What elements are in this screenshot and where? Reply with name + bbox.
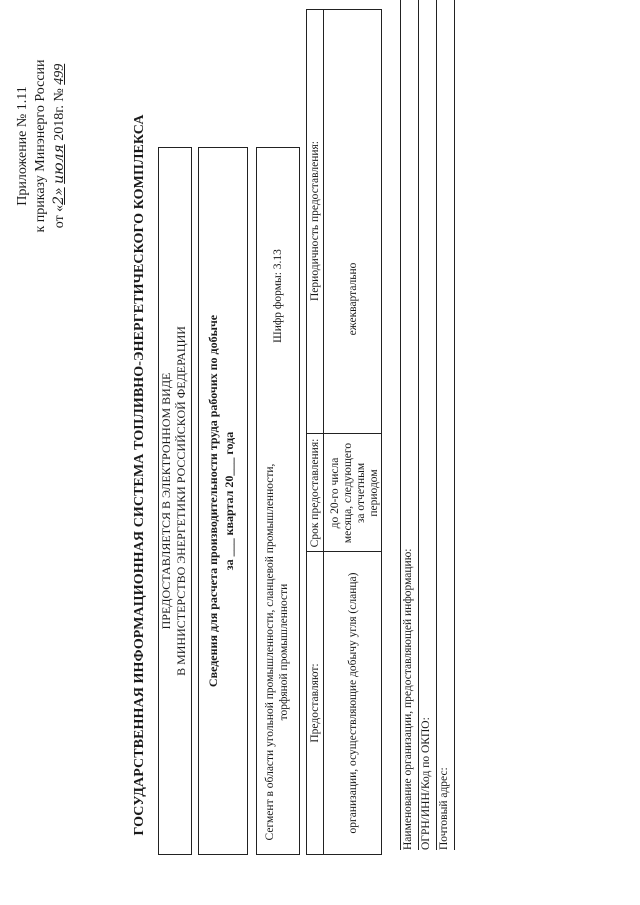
appendix-line-1: Приложение № 1.11 bbox=[15, 86, 30, 206]
postal-address-label: Почтовый адрес: bbox=[438, 767, 450, 850]
cell-periodicity: ежеквартально bbox=[347, 262, 359, 336]
segment-text: Сегмент в области угольной промышленности, сланцевой промышленности, торфяной промышленности bbox=[264, 463, 290, 841]
separator-line bbox=[436, 0, 437, 850]
handwritten-order-number: 499 bbox=[52, 63, 67, 85]
separator-line bbox=[400, 0, 401, 850]
handwritten-day: 2» bbox=[51, 187, 67, 205]
separator-line bbox=[418, 0, 419, 850]
form-code: Шифр формы: 3.13 bbox=[272, 249, 284, 343]
org-id-label: ОГРН/ИНН/Код по ОКПО: bbox=[420, 717, 432, 850]
handwritten-month: июля bbox=[51, 144, 67, 184]
report-title-box bbox=[198, 147, 248, 855]
report-period: за ___ квартал 20___ года bbox=[222, 431, 236, 571]
date-suffix: г. № bbox=[52, 88, 67, 113]
date-year: 2018 bbox=[52, 112, 67, 141]
submission-table bbox=[306, 9, 382, 855]
date-prefix: от « bbox=[52, 204, 67, 229]
separator-line bbox=[454, 0, 455, 850]
cell-providers: организации, осуществляющие добычу угля (сланца) bbox=[347, 572, 359, 834]
main-title: ГОСУДАРСТВЕННАЯ ИНФОРМАЦИОННАЯ СИСТЕМА ТОПЛИВНО-ЭНЕРГЕТИЧЕСКОГО КОМПЛЕКСА bbox=[132, 114, 147, 836]
table-header-divider bbox=[323, 10, 324, 854]
submission-box bbox=[158, 147, 192, 855]
report-title: Сведения для расчета производительности труда рабочих по добыче bbox=[206, 314, 220, 688]
header-periodicity: Периодичность предоставления: bbox=[309, 141, 321, 301]
org-name-label: Наименование организации, предоставляющей информацию: bbox=[402, 548, 414, 850]
submission-line-2: В МИНИСТЕРСТВО ЭНЕРГЕТИКИ РОССИЙСКОЙ ФЕДЕРАЦИИ bbox=[174, 326, 188, 676]
header-providers: Предоставляют: bbox=[309, 663, 321, 743]
header-deadline: Срок предоставления: bbox=[309, 438, 321, 548]
cell-deadline: до 20-го числа месяца, следующего за отчетным периодом bbox=[329, 442, 380, 544]
appendix-line-3 bbox=[50, 15, 69, 277]
appendix-line-2: к приказу Минэнерго России bbox=[33, 59, 48, 233]
segment-box bbox=[256, 147, 300, 855]
appendix-block bbox=[14, 15, 69, 277]
submission-line-1: ПРЕДОСТАВЛЯЕТСЯ В ЭЛЕКТРОННОМ ВИДЕ bbox=[159, 372, 173, 630]
